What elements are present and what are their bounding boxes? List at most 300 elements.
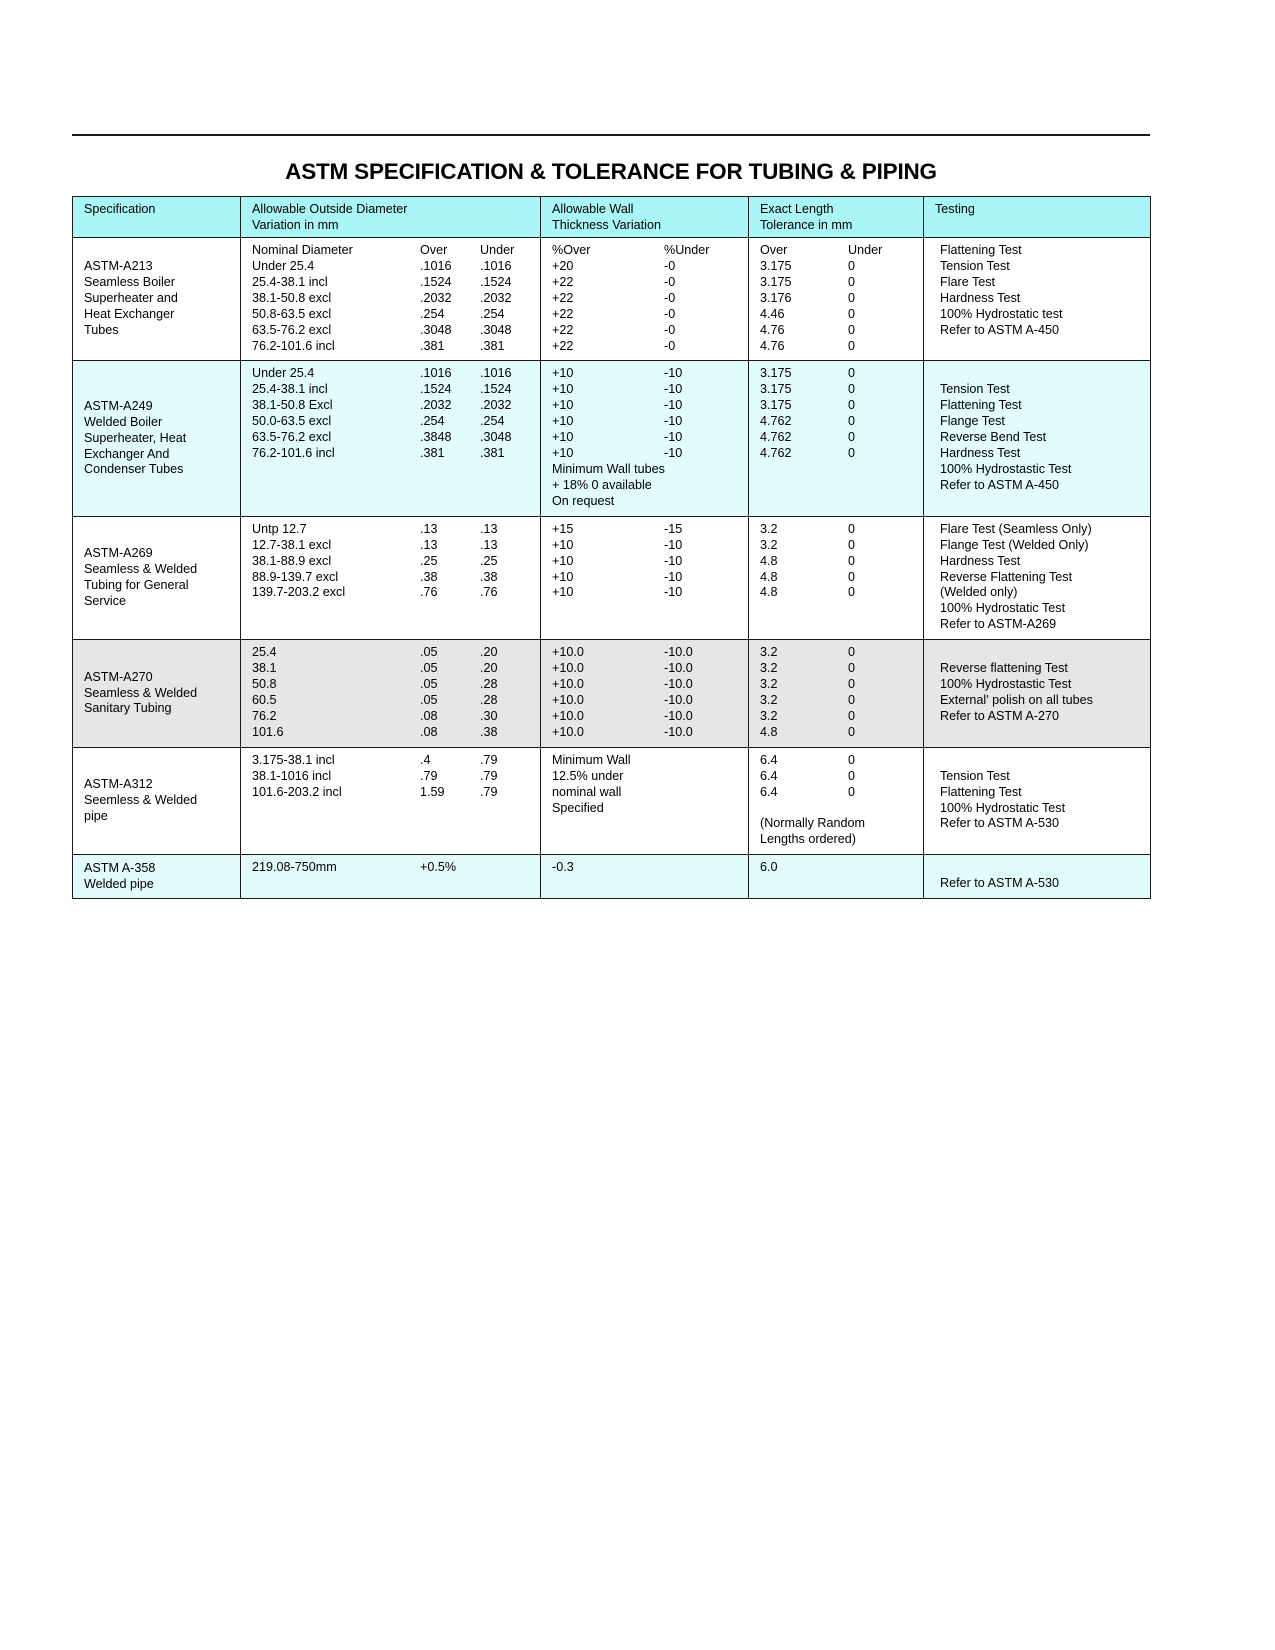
wall-under-value: -10 <box>664 569 683 584</box>
specification-line: Welded Boiler <box>84 414 163 429</box>
specification-name <box>73 259 240 339</box>
od-under-value: .79 <box>480 768 498 783</box>
wall-under-value: -10.0 <box>664 724 693 739</box>
wall-over-value: +22 <box>552 274 574 289</box>
od-over-value: .05 <box>420 677 438 692</box>
cell-wall-thickness <box>541 747 749 855</box>
table-body <box>73 238 1151 899</box>
wall-note: Minimum Wall tubes <box>552 461 665 476</box>
length-under-value: 0 <box>848 414 856 429</box>
testing-item: Reverse Flattening Test <box>940 569 1073 584</box>
od-over-value: .05 <box>420 661 438 676</box>
table-row <box>73 747 1151 855</box>
length-over-value: 3.176 <box>760 290 792 305</box>
specification-line: ASTM-A270 <box>84 669 153 684</box>
od-nominal-diameter: 76.2-101.6 incl <box>252 338 335 353</box>
od-over-value: .76 <box>420 585 438 600</box>
od-under-value: .254 <box>480 414 505 429</box>
table-header <box>73 197 1151 238</box>
specification-line: Seamless & Welded <box>84 562 198 577</box>
cell-specification <box>73 238 241 361</box>
testing-item: External' polish on all tubes <box>940 692 1093 707</box>
length-grid <box>749 640 923 747</box>
testing-item: Refer to ASTM A-270 <box>940 708 1059 723</box>
cell-testing <box>924 855 1151 899</box>
od-nominal-diameter: 63.5-76.2 excl <box>252 430 332 445</box>
od-nominal-diameter: 219.08-750mm <box>252 860 337 875</box>
testing-item: (Welded only) <box>940 585 1018 600</box>
od-nominal-diameter: 101.6 <box>252 724 284 739</box>
length-gap <box>760 801 923 817</box>
table-row <box>73 238 1151 361</box>
wall-text-block <box>541 855 748 882</box>
header-row <box>73 197 1151 238</box>
header-line-1: Allowable Outside Diameter <box>252 202 408 216</box>
length-grid <box>749 855 923 882</box>
od-over-value: .3848 <box>420 430 452 445</box>
header-cell-specification <box>73 197 241 238</box>
od-under-value: .13 <box>480 521 498 536</box>
testing-spacer <box>940 366 1150 382</box>
od-nominal-diameter: 60.5 <box>252 692 277 707</box>
specification-line: pipe <box>84 808 108 823</box>
length-under-value: 0 <box>848 692 856 707</box>
specification-name <box>73 670 240 718</box>
length-over-value: 3.175 <box>760 398 792 413</box>
wall-text-line: -0.3 <box>552 860 574 875</box>
length-over-value: 6.4 <box>760 784 778 799</box>
header-cell-testing <box>924 197 1151 238</box>
wall-under-value: -10.0 <box>664 692 693 707</box>
wall-over-value: +22 <box>552 338 574 353</box>
cell-outside-diameter <box>241 855 541 899</box>
cell-exact-length <box>749 747 924 855</box>
testing-list <box>924 361 1150 499</box>
od-under-value: .1524 <box>480 382 512 397</box>
od-over-value: .254 <box>420 414 445 429</box>
testing-item: Flattening Test <box>940 243 1022 257</box>
length-over-value: 3.175 <box>760 274 792 289</box>
od-under-value: .20 <box>480 645 498 660</box>
od-under-value: .13 <box>480 537 498 552</box>
od-grid <box>241 361 540 468</box>
testing-item: Flare Test <box>940 274 996 289</box>
wall-over-value: +10 <box>552 569 574 584</box>
header-line-2: Variation in mm <box>252 217 339 232</box>
testing-item: Refer to ASTM A-450 <box>940 322 1059 337</box>
od-subheader-under: Under <box>480 243 515 257</box>
testing-spacer <box>940 860 1150 876</box>
wall-over-value: +22 <box>552 290 574 305</box>
header-line-1: Specification <box>84 202 156 216</box>
wall-note: On request <box>552 493 615 508</box>
od-grid <box>241 748 540 807</box>
wall-over-value: +10 <box>552 446 574 461</box>
specification-line: Heat Exchanger <box>84 307 175 322</box>
od-under-value: .38 <box>480 569 498 584</box>
specification-line: ASTM A-358 <box>84 860 156 875</box>
length-under-value: 0 <box>848 430 856 445</box>
od-nominal-diameter: 25.4-38.1 incl <box>252 382 328 397</box>
header-line-2: Tolerance in mm <box>760 217 853 232</box>
table-row <box>73 516 1151 639</box>
specification-line: Welded pipe <box>84 876 154 891</box>
cell-specification <box>73 640 241 748</box>
specification-line: Seamless Boiler <box>84 275 175 290</box>
specification-name <box>73 399 240 479</box>
length-under-value: 0 <box>848 661 856 676</box>
wall-subheader-over: %Over <box>552 243 591 257</box>
wall-grid <box>541 238 748 360</box>
cell-wall-thickness <box>541 516 749 639</box>
length-grid <box>749 361 923 468</box>
page-title: ASTM SPECIFICATION & TOLERANCE FOR TUBING & PIPING <box>285 159 937 184</box>
wall-over-value: +15 <box>552 521 574 536</box>
specification-line: Superheater and <box>84 291 178 306</box>
length-grid <box>749 238 923 360</box>
header-cell-wall-thickness <box>541 197 749 238</box>
length-over-value: 4.8 <box>760 569 778 584</box>
od-over-value: .3048 <box>420 322 452 337</box>
cell-outside-diameter <box>241 516 541 639</box>
od-nominal-diameter: 25.4 <box>252 645 277 660</box>
wall-under-value: -10 <box>664 430 683 445</box>
wall-over-value: +10.0 <box>552 724 584 739</box>
header-cell-exact-length <box>749 197 924 238</box>
od-grid <box>241 238 540 360</box>
length-over-value: 3.2 <box>760 521 778 536</box>
wall-under-value: -0 <box>664 338 676 353</box>
length-over-value: 4.762 <box>760 446 792 461</box>
od-under-value: .76 <box>480 585 498 600</box>
length-over-value: 3.2 <box>760 692 778 707</box>
od-nominal-diameter: 63.5-76.2 excl <box>252 322 332 337</box>
cell-wall-thickness <box>541 238 749 361</box>
wall-under-value: -0 <box>664 306 676 321</box>
wall-under-value: -10 <box>664 446 683 461</box>
od-nominal-diameter: 139.7-203.2 excl <box>252 585 346 600</box>
cell-testing <box>924 238 1151 361</box>
od-over-value: .08 <box>420 708 438 723</box>
od-nominal-diameter: 12.7-38.1 excl <box>252 537 332 552</box>
testing-item: Hardness Test <box>940 553 1021 568</box>
od-under-value: .3048 <box>480 430 512 445</box>
specification-line: Sanitary Tubing <box>84 701 172 716</box>
testing-item: Flange Test (Welded Only) <box>940 537 1089 552</box>
od-under-value: .28 <box>480 677 498 692</box>
specification-line: ASTM-A312 <box>84 777 153 792</box>
wall-under-value: -10 <box>664 414 683 429</box>
od-nominal-diameter: 76.2-101.6 incl <box>252 446 335 461</box>
od-under-value: .79 <box>480 752 498 767</box>
testing-item: 100% Hydrostastic Test <box>940 677 1072 692</box>
od-over-value: .25 <box>420 553 438 568</box>
testing-list <box>924 517 1150 639</box>
cell-outside-diameter <box>241 238 541 361</box>
wall-under-value: -15 <box>664 521 683 536</box>
testing-spacer <box>940 645 1150 661</box>
od-under-value: .20 <box>480 661 498 676</box>
od-over-value: .08 <box>420 724 438 739</box>
testing-item: Refer to ASTM A-530 <box>940 816 1059 831</box>
od-under-value: .28 <box>480 692 498 707</box>
od-over-value: .05 <box>420 692 438 707</box>
length-under-value: 0 <box>848 290 856 305</box>
wall-under-value: -10.0 <box>664 661 693 676</box>
wall-over-value: +10.0 <box>552 708 584 723</box>
od-under-value: .381 <box>480 338 505 353</box>
header-cell-outside-diameter <box>241 197 541 238</box>
specification-line: Superheater, Heat <box>84 430 187 445</box>
length-over-value: 3.175 <box>760 382 792 397</box>
header-rule <box>72 134 1150 136</box>
specification-line: Exchanger And <box>84 446 170 461</box>
length-over-value: 6.4 <box>760 752 778 767</box>
wall-subheader-under: %Under <box>664 243 710 257</box>
testing-item: 100% Hydrostastic Test <box>940 461 1072 476</box>
od-nominal-diameter: 88.9-139.7 excl <box>252 569 339 584</box>
od-under-value: .254 <box>480 306 505 321</box>
header-line-1: Allowable Wall <box>552 202 634 216</box>
od-over-value: .1524 <box>420 382 452 397</box>
od-under-value: .79 <box>480 784 498 799</box>
od-nominal-diameter: 38.1-1016 incl <box>252 768 332 783</box>
length-over-value: 4.8 <box>760 585 778 600</box>
od-nominal-diameter: 38.1 <box>252 661 277 676</box>
od-under-value: .3048 <box>480 322 512 337</box>
od-under-value: .1524 <box>480 274 512 289</box>
specification-line: ASTM-A249 <box>84 398 153 413</box>
cell-specification <box>73 516 241 639</box>
od-nominal-diameter: 50.8 <box>252 677 277 692</box>
length-under-value: 0 <box>848 338 856 353</box>
wall-over-value: +22 <box>552 306 574 321</box>
length-over-value: 3.2 <box>760 677 778 692</box>
specification-line: ASTM-A269 <box>84 546 153 561</box>
wall-text-block <box>541 748 748 823</box>
od-over-value: .79 <box>420 768 438 783</box>
specification-name <box>73 546 240 610</box>
length-note: Lengths ordered) <box>760 832 856 847</box>
length-under-value: 0 <box>848 258 856 273</box>
cell-specification <box>73 361 241 516</box>
length-under-value: 0 <box>848 677 856 692</box>
cell-outside-diameter <box>241 747 541 855</box>
wall-under-value: -0 <box>664 274 676 289</box>
length-under-value: 0 <box>848 553 856 568</box>
testing-item: Flattening Test <box>940 398 1022 413</box>
wall-over-value: +10 <box>552 553 574 568</box>
length-over-value: 3.175 <box>760 366 792 381</box>
length-under-value: 0 <box>848 784 856 799</box>
table-row <box>73 361 1151 516</box>
wall-under-value: -0 <box>664 258 676 273</box>
wall-over-value: +20 <box>552 258 574 273</box>
length-under-value: 0 <box>848 366 856 381</box>
od-over-value: .38 <box>420 569 438 584</box>
wall-under-value: -10.0 <box>664 708 693 723</box>
testing-list <box>924 238 1150 345</box>
specification-name <box>73 777 240 825</box>
od-over-value: .254 <box>420 306 445 321</box>
cell-testing <box>924 516 1151 639</box>
header-line-1: Exact Length <box>760 202 834 216</box>
length-over-value: 4.46 <box>760 306 785 321</box>
specification-line: Tubes <box>84 323 119 338</box>
testing-item: Tension Test <box>940 382 1010 397</box>
od-under-value: .2032 <box>480 290 512 305</box>
od-nominal-diameter: 76.2 <box>252 708 277 723</box>
header-line-1: Testing <box>935 202 975 216</box>
cell-exact-length <box>749 361 924 516</box>
length-under-value: 0 <box>848 724 856 739</box>
cell-wall-thickness <box>541 640 749 748</box>
cell-exact-length <box>749 855 924 899</box>
testing-item: Hardness Test <box>940 446 1021 461</box>
od-nominal-diameter: Under 25.4 <box>252 366 315 381</box>
testing-item: Flange Test <box>940 414 1005 429</box>
cell-outside-diameter <box>241 640 541 748</box>
header-line-2: Thickness Variation <box>552 217 661 232</box>
cell-specification <box>73 855 241 899</box>
length-over-value: 3.2 <box>760 708 778 723</box>
cell-exact-length <box>749 238 924 361</box>
length-over-value: 6.0 <box>760 860 778 875</box>
length-under-value: 0 <box>848 322 856 337</box>
od-over-value: .381 <box>420 446 445 461</box>
length-over-value: 4.762 <box>760 430 792 445</box>
length-note: (Normally Random <box>760 816 865 831</box>
length-grid <box>749 517 923 608</box>
od-under-value: .1016 <box>480 366 512 381</box>
od-grid <box>241 640 540 747</box>
wall-grid <box>541 640 748 747</box>
specification-line: Service <box>84 593 126 608</box>
testing-item: Hardness Test <box>940 290 1021 305</box>
od-over-value: .13 <box>420 521 438 536</box>
specification-line: Tubing for General <box>84 577 189 592</box>
wall-under-value: -10.0 <box>664 677 693 692</box>
wall-over-value: +10 <box>552 585 574 600</box>
length-over-value: 4.76 <box>760 338 785 353</box>
testing-item: Flare Test (Seamless Only) <box>940 521 1092 536</box>
wall-under-value: -0 <box>664 322 676 337</box>
testing-item: 100% Hydrostatic Test <box>940 601 1066 616</box>
od-nominal-diameter: 3.175-38.1 incl <box>252 752 335 767</box>
testing-item: Reverse flattening Test <box>940 661 1068 676</box>
wall-note: + 18% 0 available <box>552 477 652 492</box>
length-over-value: 6.4 <box>760 768 778 783</box>
length-under-value: 0 <box>848 752 856 767</box>
wall-under-value: -10.0 <box>664 645 693 660</box>
wall-over-value: +10.0 <box>552 677 584 692</box>
od-grid <box>241 517 540 608</box>
testing-item: Refer to ASTM-A269 <box>940 617 1057 632</box>
od-over-value: .05 <box>420 645 438 660</box>
od-nominal-diameter: 25.4-38.1 incl <box>252 274 328 289</box>
od-nominal-diameter: Under 25.4 <box>252 258 315 273</box>
wall-over-value: +10 <box>552 398 574 413</box>
od-nominal-diameter: 38.1-88.9 excl <box>252 553 332 568</box>
od-nominal-diameter: Untp 12.7 <box>252 521 307 536</box>
wall-over-value: +10 <box>552 537 574 552</box>
length-subheader-under: Under <box>848 243 883 257</box>
length-grid <box>749 748 923 855</box>
length-under-value: 0 <box>848 274 856 289</box>
testing-item: Refer to ASTM A-530 <box>940 876 1059 891</box>
testing-item: Tension Test <box>940 258 1010 273</box>
wall-over-value: +10.0 <box>552 692 584 707</box>
length-under-value: 0 <box>848 446 856 461</box>
length-over-value: 4.8 <box>760 553 778 568</box>
wall-under-value: -10 <box>664 553 683 568</box>
length-over-value: 3.2 <box>760 661 778 676</box>
length-under-value: 0 <box>848 645 856 660</box>
cell-exact-length <box>749 516 924 639</box>
wall-text-line: 12.5% under <box>552 768 624 783</box>
wall-text-line: nominal wall <box>552 784 622 799</box>
od-under-value: .381 <box>480 446 505 461</box>
wall-under-value: -10 <box>664 382 683 397</box>
od-over-value: .4 <box>420 752 431 767</box>
table-row <box>73 640 1151 748</box>
wall-text-line: Specified <box>552 800 604 815</box>
cell-wall-thickness <box>541 855 749 899</box>
length-under-value: 0 <box>848 585 856 600</box>
testing-item: 100% Hydrostatic test <box>940 306 1063 321</box>
testing-item: Tension Test <box>940 768 1010 783</box>
od-over-value: .2032 <box>420 398 452 413</box>
od-nominal-diameter: 38.1-50.8 Excl <box>252 398 333 413</box>
od-over-value: 1.59 <box>420 784 445 799</box>
astm-specification-table <box>72 196 1151 899</box>
od-nominal-diameter: 50.0-63.5 excl <box>252 414 332 429</box>
length-over-value: 3.2 <box>760 537 778 552</box>
wall-under-value: -10 <box>664 585 683 600</box>
length-over-value: 3.175 <box>760 258 792 273</box>
testing-item: Flattening Test <box>940 784 1022 799</box>
length-under-value: 0 <box>848 569 856 584</box>
testing-spacer <box>940 753 1150 769</box>
od-over-value: .2032 <box>420 290 452 305</box>
cell-testing <box>924 747 1151 855</box>
wall-under-value: -10 <box>664 537 683 552</box>
od-under-value: .38 <box>480 724 498 739</box>
od-nominal-diameter: 50.8-63.5 excl <box>252 306 332 321</box>
od-over-value: .1016 <box>420 258 452 273</box>
od-under-value: .2032 <box>480 398 512 413</box>
wall-under-value: -10 <box>664 366 683 381</box>
od-nominal-diameter: 38.1-50.8 excl <box>252 290 332 305</box>
length-under-value: 0 <box>848 521 856 536</box>
wall-grid <box>541 361 748 515</box>
cell-exact-length <box>749 640 924 748</box>
length-over-value: 4.8 <box>760 724 778 739</box>
specification-line: ASTM-A213 <box>84 259 153 274</box>
specification-line: Condenser Tubes <box>84 462 184 477</box>
cell-outside-diameter <box>241 361 541 516</box>
length-under-value: 0 <box>848 306 856 321</box>
od-subheader-over: Over <box>420 243 448 257</box>
table-row <box>73 855 1151 899</box>
length-under-value: 0 <box>848 708 856 723</box>
testing-list <box>924 855 1150 898</box>
length-under-value: 0 <box>848 398 856 413</box>
od-under-value: .30 <box>480 708 498 723</box>
wall-over-value: +10 <box>552 430 574 445</box>
length-subheader-over: Over <box>760 243 788 257</box>
od-over-value: .1016 <box>420 366 452 381</box>
